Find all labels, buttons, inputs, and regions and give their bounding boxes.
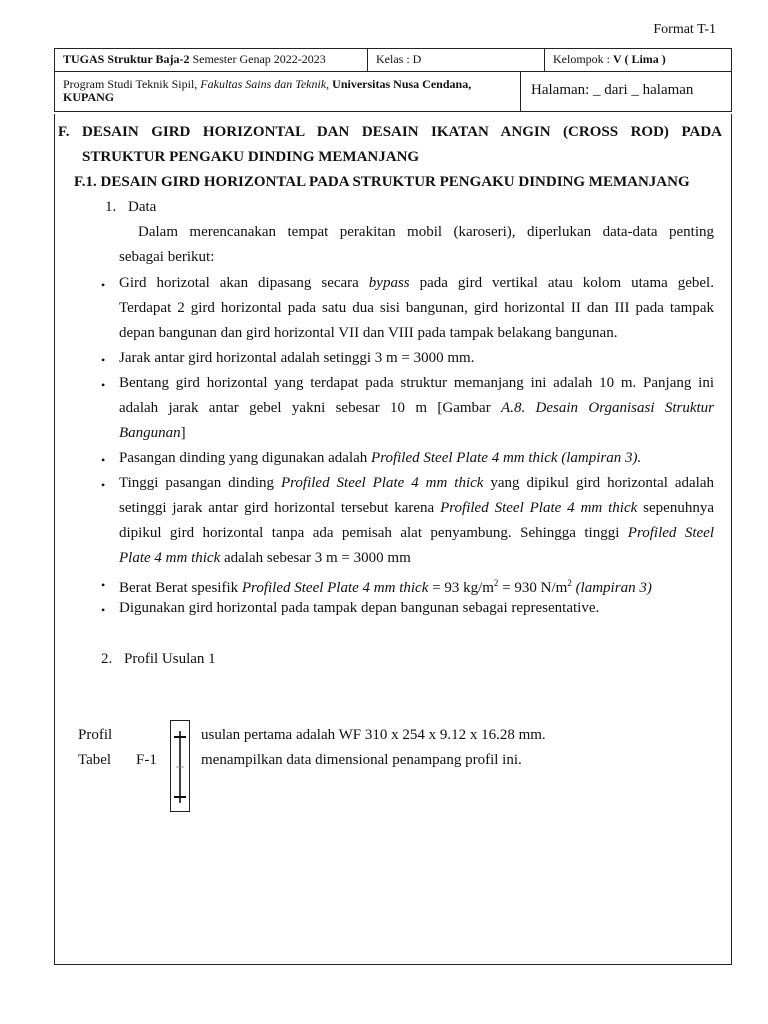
text-italic: A.8. Desain Organisasi Struktur	[501, 400, 714, 416]
text: pada gird vertikal atau kolom utama gebel.	[409, 275, 714, 291]
header-table	[54, 48, 732, 112]
bullet-dot: •	[101, 603, 106, 617]
bullet-1-line-2: Terdapat 2 gird horizontal pada satu dua sisi bangunan, gird horizontal II dan III pada tampak	[119, 300, 714, 316]
text: adalah jarak antar gebel yakni sebesar 10 m [Gambar	[119, 400, 502, 416]
table-ref: F-1	[136, 752, 157, 768]
text-italic: (lampiran 3)	[571, 580, 652, 596]
text: = 930 N/m	[498, 580, 568, 596]
text-italic: Profiled Steel Plate 4 mm thick	[280, 475, 484, 491]
format-label: Format T-1	[653, 22, 716, 37]
text: Gird horizotal akan dipasang secara	[119, 275, 369, 291]
kelompok-cell	[545, 49, 731, 71]
item-1-number: 1.	[105, 199, 117, 215]
bullet-dot: •	[101, 453, 106, 467]
intro-line-2: sebagai berikut:	[119, 249, 215, 265]
halaman-cell: Halaman: _ dari _ halaman	[531, 82, 694, 98]
bullet-dot: •	[101, 353, 106, 367]
text: setinggi jarak antar gird horizontal tersebut karena	[119, 500, 441, 516]
wf-profile-image	[170, 720, 190, 812]
header-row-2	[55, 72, 731, 111]
bullet-5-line-2	[119, 496, 714, 521]
text: ]	[180, 425, 186, 441]
course-name: TUGAS Struktur Baja-2	[63, 52, 190, 66]
bullet-3-line-3	[119, 421, 186, 446]
section-f-title-2: STRUKTUR PENGAKU DINDING MEMANJANG	[82, 149, 420, 165]
item-2-title: Profil Usulan 1	[124, 651, 216, 667]
bullet-3-line-2	[119, 396, 714, 421]
text: Berat Berat spesifik	[119, 580, 242, 596]
bullet-2: Jarak antar gird horizontal adalah setinggi 3 m = 3000 mm.	[119, 350, 475, 366]
text-italic: bypass	[368, 275, 410, 291]
bullet-dot: •	[101, 578, 106, 592]
text: dipikul gird horizontal tanpa ada pemisah alat penyambung. Sehingga tinggi	[119, 525, 628, 541]
text: = 93 kg/m	[428, 580, 494, 596]
profil-line-1: usulan pertama adalah WF 310 x 254 x 9.12 x 16.28 mm.	[201, 727, 546, 743]
kelompok-label: Kelompok :	[553, 52, 613, 66]
prodi: Program Studi Teknik Sipil,	[63, 77, 201, 91]
university: Universitas Nusa Cendana,	[329, 77, 472, 91]
item-2-number: 2.	[101, 651, 113, 667]
text-italic: Profiled Steel Plate 4 mm thick	[241, 580, 429, 596]
text: yang dipikul gird horizontal adalah	[483, 475, 714, 491]
profil-word: Profil	[78, 727, 113, 743]
city: KUPANG	[63, 90, 115, 104]
section-f-title-1: DESAIN GIRD HORIZONTAL DAN DESAIN IKATAN ANGIN (CROSS ROD) PADA	[82, 124, 722, 140]
bullet-7: Digunakan gird horizontal pada tampak depan bangunan sebagai representative.	[119, 600, 600, 616]
semester: Semester Genap 2022-2023	[189, 52, 326, 66]
bullet-dot: •	[101, 378, 106, 392]
wf-section-icon	[171, 721, 189, 811]
superscript: 2	[493, 578, 499, 588]
intro-line-1: Dalam merencanakan tempat perakitan mobil (karoseri), diperlukan data-data penting	[138, 224, 714, 240]
tabel-word: Tabel	[78, 752, 112, 768]
text: adalah sebesar 3 m = 3000 mm	[220, 550, 411, 566]
text-italic: Plate 4 mm thick	[119, 550, 221, 566]
profil-line-2: menampilkan data dimensional penampang profil ini.	[201, 752, 522, 768]
header-row-1	[55, 49, 731, 72]
bullet-5-line-4	[119, 546, 411, 571]
item-1-title: Data	[128, 199, 157, 215]
bullet-dot: •	[101, 478, 106, 492]
text-italic: Profiled Steel Plate 4 mm thick	[440, 500, 638, 516]
bullet-dot: •	[101, 278, 106, 292]
bullet-3-line-1: Bentang gird horizontal yang terdapat pada struktur memanjang ini adalah 10 m. Panjang ini	[119, 375, 714, 391]
fakultas: Fakultas Sains dan Teknik,	[200, 77, 330, 91]
course-cell	[55, 49, 368, 71]
bullet-1-line-3: depan bangunan dan gird horizontal VII dan VIII pada tampak belakang bangunan.	[119, 325, 618, 341]
bullet-4	[119, 446, 641, 471]
text: Pasangan dinding yang digunakan adalah	[119, 450, 372, 466]
kelas-cell: Kelas : D	[368, 49, 545, 71]
text: Tinggi pasangan dinding	[119, 475, 281, 491]
text: sepenuhnya	[637, 500, 714, 516]
bullet-5-line-3	[119, 521, 714, 546]
institution-cell	[55, 72, 521, 111]
text-italic: Profiled Steel Plate 4 mm thick (lampiran 3).	[371, 450, 642, 466]
text-italic: Bangunan	[119, 425, 181, 441]
bullet-1-line-1	[119, 271, 714, 296]
kelompok-value: V ( Lima )	[613, 52, 666, 66]
text-italic: Profiled Steel	[627, 525, 714, 541]
bullet-5-line-1	[119, 471, 714, 496]
section-f1-title: F.1. DESAIN GIRD HORIZONTAL PADA STRUKTUR PENGAKU DINDING MEMANJANG	[74, 174, 690, 190]
superscript: 2	[567, 578, 572, 588]
section-f-letter: F.	[58, 124, 70, 140]
